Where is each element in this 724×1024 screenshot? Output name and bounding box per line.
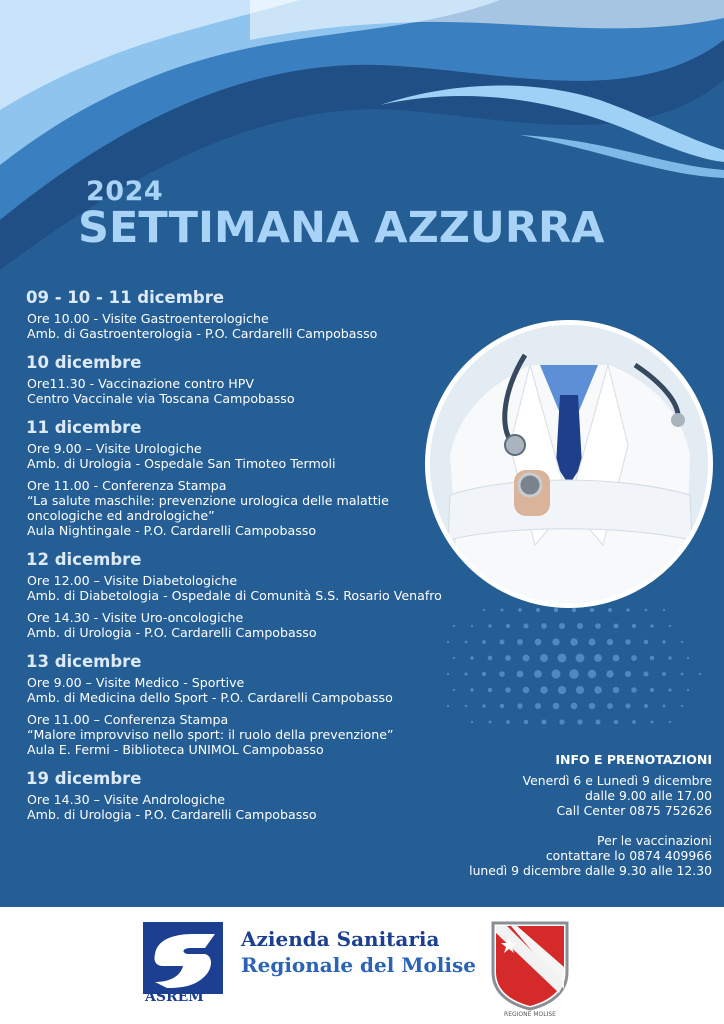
decorative-dot xyxy=(523,655,530,662)
event-line: Amb. di Urologia - P.O. Cardarelli Campobasso xyxy=(27,625,317,640)
decorative-dot xyxy=(625,639,630,644)
decorative-dot xyxy=(453,689,455,691)
decorative-dot xyxy=(505,655,511,661)
decorative-dot xyxy=(470,656,474,660)
call-center-line: Call Center 0875 752626 xyxy=(556,803,712,818)
decorative-dot xyxy=(517,671,524,678)
decorative-dot xyxy=(553,703,560,710)
event-day xyxy=(26,652,466,757)
event-line: “Malore improvviso nello sport: il ruolo della prevenzione” xyxy=(27,727,394,742)
decorative-dot xyxy=(465,705,467,707)
event-line: Amb. di Urologia - Ospedale San Timoteo Termoli xyxy=(27,456,336,471)
decorative-dot xyxy=(499,671,505,677)
decorative-dot xyxy=(482,672,486,676)
decorative-dot xyxy=(554,608,558,612)
event-line: Aula Nightingale - P.O. Cardarelli Campobasso xyxy=(27,523,317,538)
seal-text: REGIONE MOLISE xyxy=(504,1011,556,1017)
decorative-dots xyxy=(420,600,720,740)
decorative-dot xyxy=(523,623,528,628)
decorative-dot xyxy=(534,670,542,678)
event-date: 11 dicembre xyxy=(26,418,142,437)
event-item xyxy=(27,478,466,538)
page-title: SETTIMANA AZZURRA xyxy=(78,203,605,253)
decorative-dot xyxy=(501,609,504,612)
decorative-dot xyxy=(518,608,522,612)
decorative-dot xyxy=(668,656,671,659)
event-day xyxy=(26,769,466,822)
regione-molise-seal-icon xyxy=(487,917,573,1017)
decorative-dot xyxy=(645,609,648,612)
year-heading: 2024 xyxy=(86,176,164,207)
event-item xyxy=(27,610,466,640)
decorative-dot xyxy=(570,638,577,645)
event-line: Ore11.30 - Vaccinazione contro HPV xyxy=(27,376,254,391)
decorative-dot xyxy=(488,624,491,627)
decorative-dot xyxy=(542,720,547,725)
info-line: dalle 9.00 alle 17.00 xyxy=(585,788,712,803)
event-line: Ore 12.00 – Visite Diabetologiche xyxy=(27,573,238,588)
decorative-dot xyxy=(632,720,636,724)
event-line: Amb. di Diabetologia - Ospedale di Comunità S.S. Rosario Venafro xyxy=(27,588,442,603)
decorative-dot xyxy=(505,687,511,693)
event-day xyxy=(26,353,466,406)
decorative-dot xyxy=(662,640,665,643)
decorative-dot xyxy=(589,703,595,709)
decorative-dot xyxy=(632,624,636,628)
event-line: Aula E. Fermi - Biblioteca UNIMOL Campobasso xyxy=(27,742,324,757)
decorative-dot xyxy=(536,608,540,612)
decorative-dot xyxy=(464,672,467,675)
decorative-dot xyxy=(577,719,582,724)
decorative-dot xyxy=(681,705,683,707)
decorative-dot xyxy=(453,625,455,627)
decorative-dot xyxy=(482,640,486,644)
decorative-dot xyxy=(465,641,468,644)
event-line: Ore 9.00 – Visite Medico - Sportive xyxy=(27,675,245,690)
decorative-dot xyxy=(613,623,618,628)
decorative-dot xyxy=(523,687,530,694)
footer xyxy=(0,907,724,1024)
decorative-dot xyxy=(453,657,455,659)
vaccination-phone-line: contattare lo 0874 409966 xyxy=(545,848,712,863)
decorative-dot xyxy=(535,639,542,646)
decorative-dot xyxy=(506,624,510,628)
decorative-dot xyxy=(607,703,613,709)
info-title: INFO E PRENOTAZIONI xyxy=(555,752,712,767)
decorative-dot xyxy=(483,609,485,611)
decorative-dot xyxy=(588,638,595,645)
decorative-dot xyxy=(669,721,671,723)
decorative-dot xyxy=(631,655,637,661)
decorative-dot xyxy=(606,670,613,677)
event-line: Ore 14.30 – Visite Andrologiche xyxy=(27,792,226,807)
event-item xyxy=(27,376,466,406)
decorative-dot xyxy=(577,623,583,629)
event-line: Ore 14.30 - Visite Uro-oncologiche xyxy=(27,610,244,625)
event-date: 09 - 10 - 11 dicembre xyxy=(26,288,225,307)
event-item xyxy=(27,573,466,603)
event-line: Ore 11.00 - Conferenza Stampa xyxy=(27,478,227,493)
event-day xyxy=(26,550,466,640)
org-name-line2: Regionale del Molise xyxy=(241,953,476,977)
event-item xyxy=(27,441,466,471)
decorative-dot xyxy=(595,623,601,629)
decorative-dot xyxy=(535,703,541,709)
org-name-line1: Azienda Sanitaria xyxy=(241,927,440,951)
event-item xyxy=(27,712,466,757)
event-item xyxy=(27,675,466,705)
decorative-dot xyxy=(489,721,492,724)
decorative-dot xyxy=(613,655,620,662)
event-line: “La salute maschile: prevenzione urologica delle malattie xyxy=(27,493,389,508)
decorative-dot xyxy=(559,623,565,629)
decorative-dot xyxy=(447,673,449,675)
decorative-dot xyxy=(500,640,505,645)
decorative-dot xyxy=(681,641,683,643)
decorative-dot xyxy=(558,654,567,663)
decorative-dot xyxy=(650,624,653,627)
doctor-photo xyxy=(425,320,713,608)
decorative-dot xyxy=(488,688,492,692)
event-line: Ore 11.00 – Conferenza Stampa xyxy=(27,712,229,727)
decorative-dot xyxy=(668,688,671,691)
decorative-dot xyxy=(625,703,630,708)
decorative-dot xyxy=(517,703,522,708)
decorative-dot xyxy=(506,720,510,724)
event-line: Amb. di Medicina dello Sport - P.O. Cardarelli Campobasso xyxy=(27,690,393,705)
event-line: Amb. di Gastroenterologia - P.O. Cardarelli Campobasso xyxy=(27,326,378,341)
decorative-dot xyxy=(663,609,665,611)
event-date: 13 dicembre xyxy=(26,652,142,671)
info-line: Per le vaccinazioni xyxy=(597,833,712,848)
info-line: Venerdì 6 e Lunedì 9 dicembre xyxy=(522,773,712,788)
decorative-dot xyxy=(500,704,505,709)
decorative-dot xyxy=(552,638,559,645)
decorative-dot xyxy=(669,625,671,627)
decorative-dot xyxy=(626,608,629,611)
decorative-dot xyxy=(625,671,631,677)
decorative-dot xyxy=(571,703,578,710)
decorative-dot xyxy=(608,608,612,612)
decorative-dot xyxy=(572,608,577,613)
info-line: lunedì 9 dicembre dalle 9.30 alle 12.30 xyxy=(469,863,712,878)
decorative-dot xyxy=(541,623,547,629)
decorative-dot xyxy=(631,687,636,692)
decorative-dot xyxy=(594,686,601,693)
decorative-waves xyxy=(0,0,724,300)
event-line: Amb. di Urologia - P.O. Cardarelli Campobasso xyxy=(27,807,317,822)
event-item xyxy=(27,792,466,822)
decorative-dot xyxy=(524,720,528,724)
decorative-dot xyxy=(607,639,613,645)
decorative-dot xyxy=(650,688,654,692)
decorative-dot xyxy=(447,705,449,707)
decorative-dot xyxy=(644,640,648,644)
decorative-dot xyxy=(687,689,689,691)
decorative-dot xyxy=(662,672,666,676)
decorative-dot xyxy=(551,669,560,678)
decorative-dot xyxy=(447,641,449,643)
events-list xyxy=(26,288,466,834)
decorative-dot xyxy=(699,673,701,675)
event-line: Ore 9.00 – Visite Urologiche xyxy=(27,441,202,456)
event-line: oncologiche ed andrologiche” xyxy=(27,508,215,523)
asrem-label: ASREM xyxy=(145,989,204,1005)
decorative-dot xyxy=(488,656,493,661)
event-line: Ore 10.00 - Visite Gastroenterologiche xyxy=(27,311,269,326)
decorative-dot xyxy=(540,686,548,694)
event-line: Centro Vaccinale via Toscana Campobasso xyxy=(27,391,295,406)
decorative-dot xyxy=(569,669,579,679)
decorative-dot xyxy=(681,673,684,676)
info-box xyxy=(412,752,712,878)
decorative-dot xyxy=(650,656,655,661)
decorative-dot xyxy=(471,625,473,627)
event-date: 12 dicembre xyxy=(26,550,142,569)
decorative-dot xyxy=(558,686,566,694)
decorative-dot xyxy=(596,720,601,725)
decorative-dot xyxy=(576,686,584,694)
decorative-dot xyxy=(651,721,654,724)
decorative-dot xyxy=(471,721,473,723)
decorative-dot xyxy=(613,687,620,694)
event-day xyxy=(26,288,466,341)
decorative-dot xyxy=(559,719,564,724)
decorative-dot xyxy=(517,639,523,645)
decorative-dot xyxy=(576,654,585,663)
decorative-dot xyxy=(644,704,648,708)
decorative-dot xyxy=(687,657,689,659)
decorative-dot xyxy=(482,704,486,708)
decorative-dot xyxy=(643,671,648,676)
decorative-dot xyxy=(594,654,602,662)
event-date: 10 dicembre xyxy=(26,353,142,372)
decorative-dot xyxy=(540,654,548,662)
event-item xyxy=(27,311,466,341)
decorative-dot xyxy=(662,704,665,707)
decorative-dot xyxy=(588,670,597,679)
event-day xyxy=(26,418,466,538)
event-date: 19 dicembre xyxy=(26,769,142,788)
decorative-dot xyxy=(590,608,594,612)
decorative-dot xyxy=(470,688,473,691)
decorative-dot xyxy=(614,720,618,724)
